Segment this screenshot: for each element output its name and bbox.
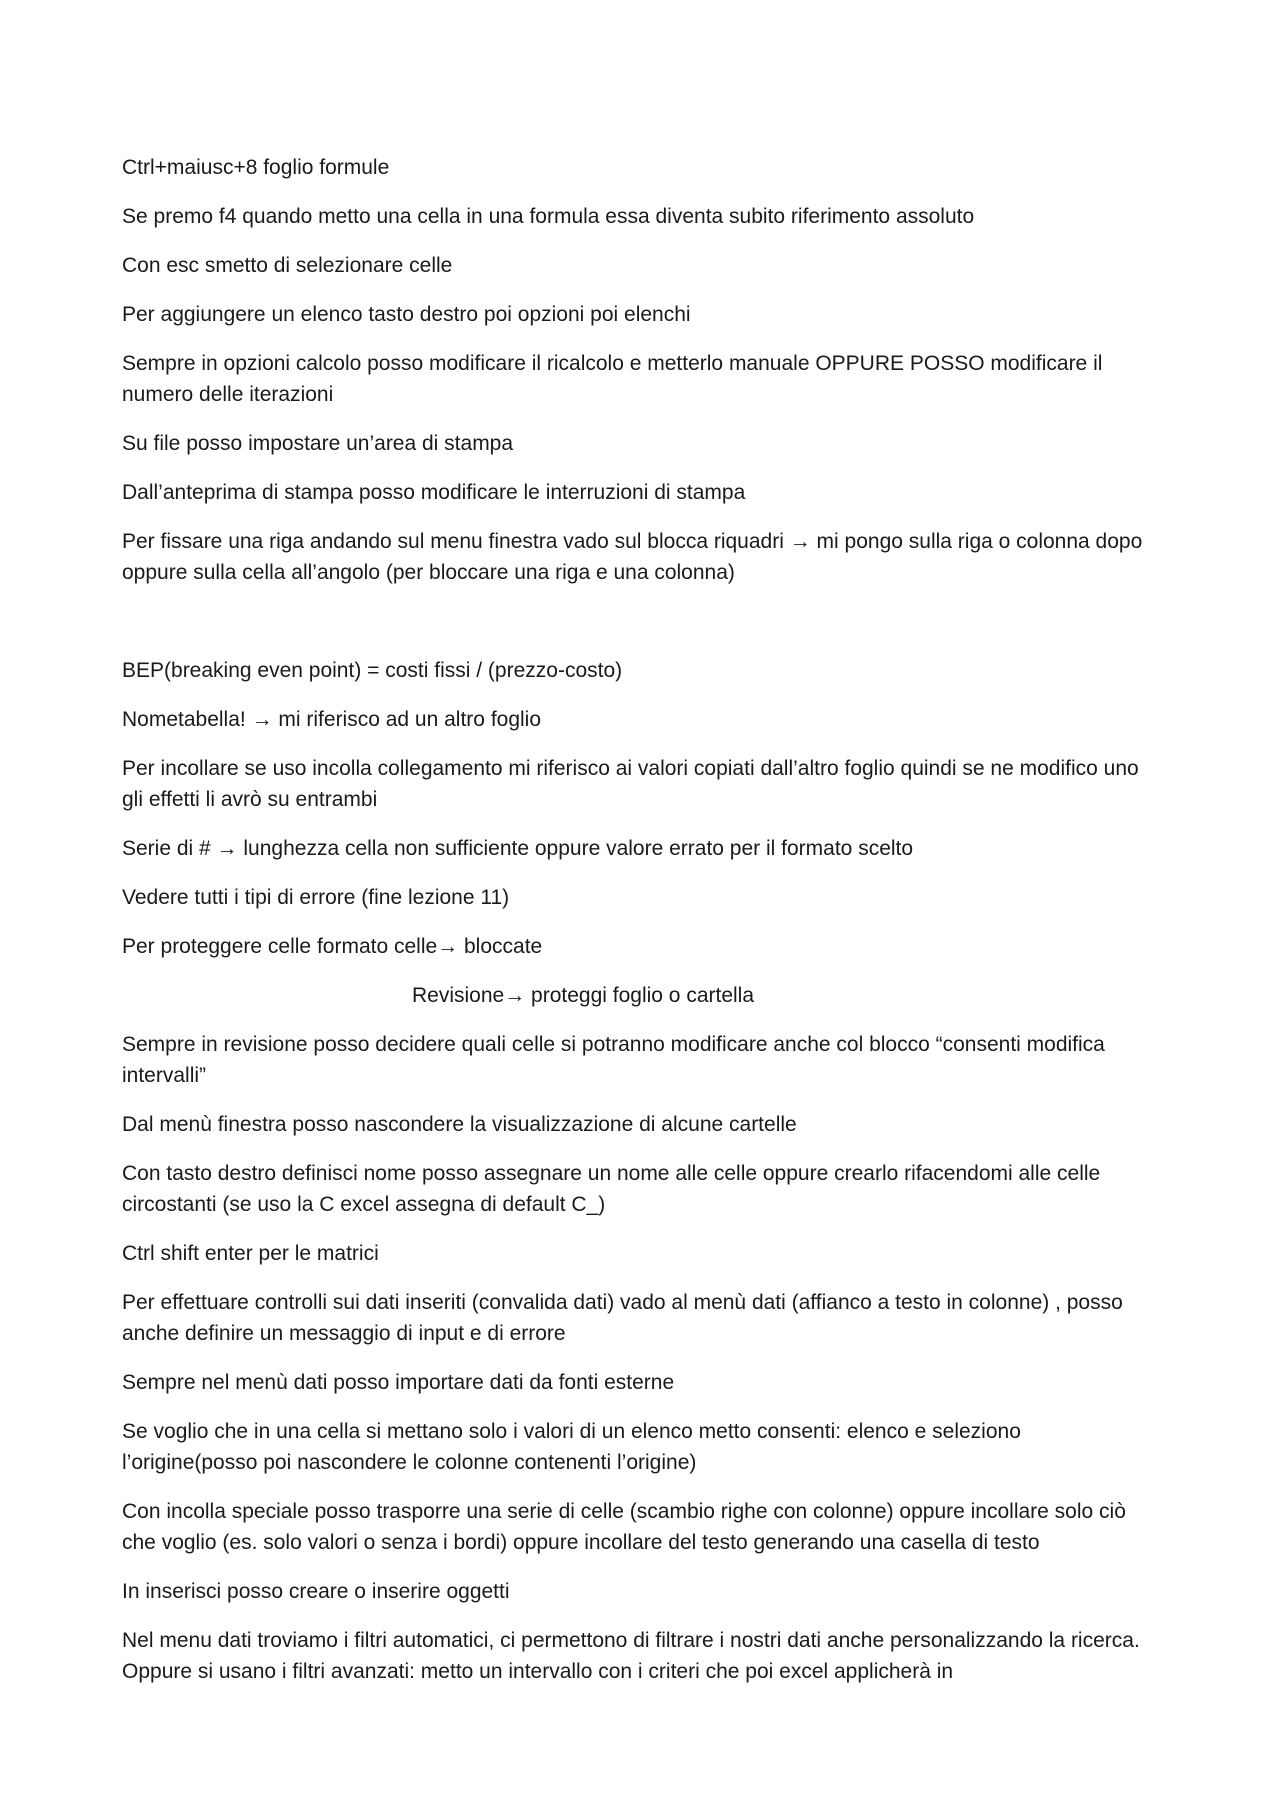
paragraph: Con tasto destro definisci nome posso assegnare un nome alle celle oppure crearlo rifacendomi alle celle circostanti (se uso la C excel assegna di default C_) <box>122 1162 1101 1216</box>
paragraph: Nel menu dati troviamo i filtri automatici, ci permettono di filtrare i nostri dati anche personalizzando la ricerca. Oppure si usano i filtri avanzati: metto un intervallo con i criteri che poi excel applicherà in <box>122 1629 1140 1683</box>
paragraph: Sempre in revisione posso decidere quali celle si potranno modificare anche col blocco “consenti modifica intervalli” <box>122 1033 1105 1087</box>
paragraph: Per incollare se uso incolla collegamento mi riferisco ai valori copiati dall’altro foglio quindi se ne modifico uno gli effetti li avrò su entrambi <box>122 757 1139 811</box>
paragraph: Con esc smetto di selezionare celle <box>122 254 453 277</box>
paragraph: Con incolla speciale posso trasporre una serie di celle (scambio righe con colonne) oppure incollare solo ciò che voglio (es. solo valori o senza i bordi) oppure incollare del testo generando una casella di testo <box>122 1500 1126 1554</box>
paragraph: Per proteggere celle formato celle→ bloccate <box>122 935 543 958</box>
paragraph: Ctrl shift enter per le matrici <box>122 1242 379 1265</box>
paragraph: Se premo f4 quando metto una cella in una formula essa diventa subito riferimento assoluto <box>122 205 975 228</box>
paragraph: In inserisci posso creare o inserire oggetti <box>122 1580 510 1603</box>
paragraph: Sempre in opzioni calcolo posso modificare il ricalcolo e metterlo manuale OPPURE POSSO modificare il numero delle iterazioni <box>122 352 1103 406</box>
paragraph: Ctrl+maiusc+8 foglio formule <box>122 156 390 179</box>
paragraph: Sempre nel menù dati posso importare dati da fonti esterne <box>122 1371 675 1394</box>
blank-line <box>122 606 1162 655</box>
paragraph: BEP(breaking even point) = costi fissi / (prezzo-costo) <box>122 659 623 682</box>
paragraph: Vedere tutti i tipi di errore (fine lezione 11) <box>122 886 510 909</box>
paragraph: Serie di # → lunghezza cella non sufficiente oppure valore errato per il formato scelto <box>122 837 914 860</box>
paragraph: Per fissare una riga andando sul menu finestra vado sul blocca riquadri → mi pongo sulla riga o colonna dopo oppure sulla cella all’angolo (per bloccare una riga e una colonna) <box>122 530 1143 584</box>
document-body <box>122 152 1162 1705</box>
paragraph: Dal menù finestra posso nascondere la visualizzazione di alcune cartelle <box>122 1113 797 1136</box>
paragraph: Nometabella! → mi riferisco ad un altro foglio <box>122 708 542 731</box>
paragraph: Per aggiungere un elenco tasto destro poi opzioni poi elenchi <box>122 303 691 326</box>
paragraph: Per effettuare controlli sui dati inseriti (convalida dati) vado al menù dati (affianco a testo in colonne) , posso anche definire un messaggio di input e di errore <box>122 1291 1123 1345</box>
paragraph: Se voglio che in una cella si mettano solo i valori di un elenco metto consenti: elenco e seleziono l’origine(posso poi nascondere le colonne contenenti l’origine) <box>122 1420 1021 1474</box>
paragraph: Dall’anteprima di stampa posso modificare le interruzioni di stampa <box>122 481 746 504</box>
centered-paragraph: Revisione→ proteggi foglio o cartella <box>412 984 755 1007</box>
paragraph: Su file posso impostare un’area di stampa <box>122 432 514 455</box>
